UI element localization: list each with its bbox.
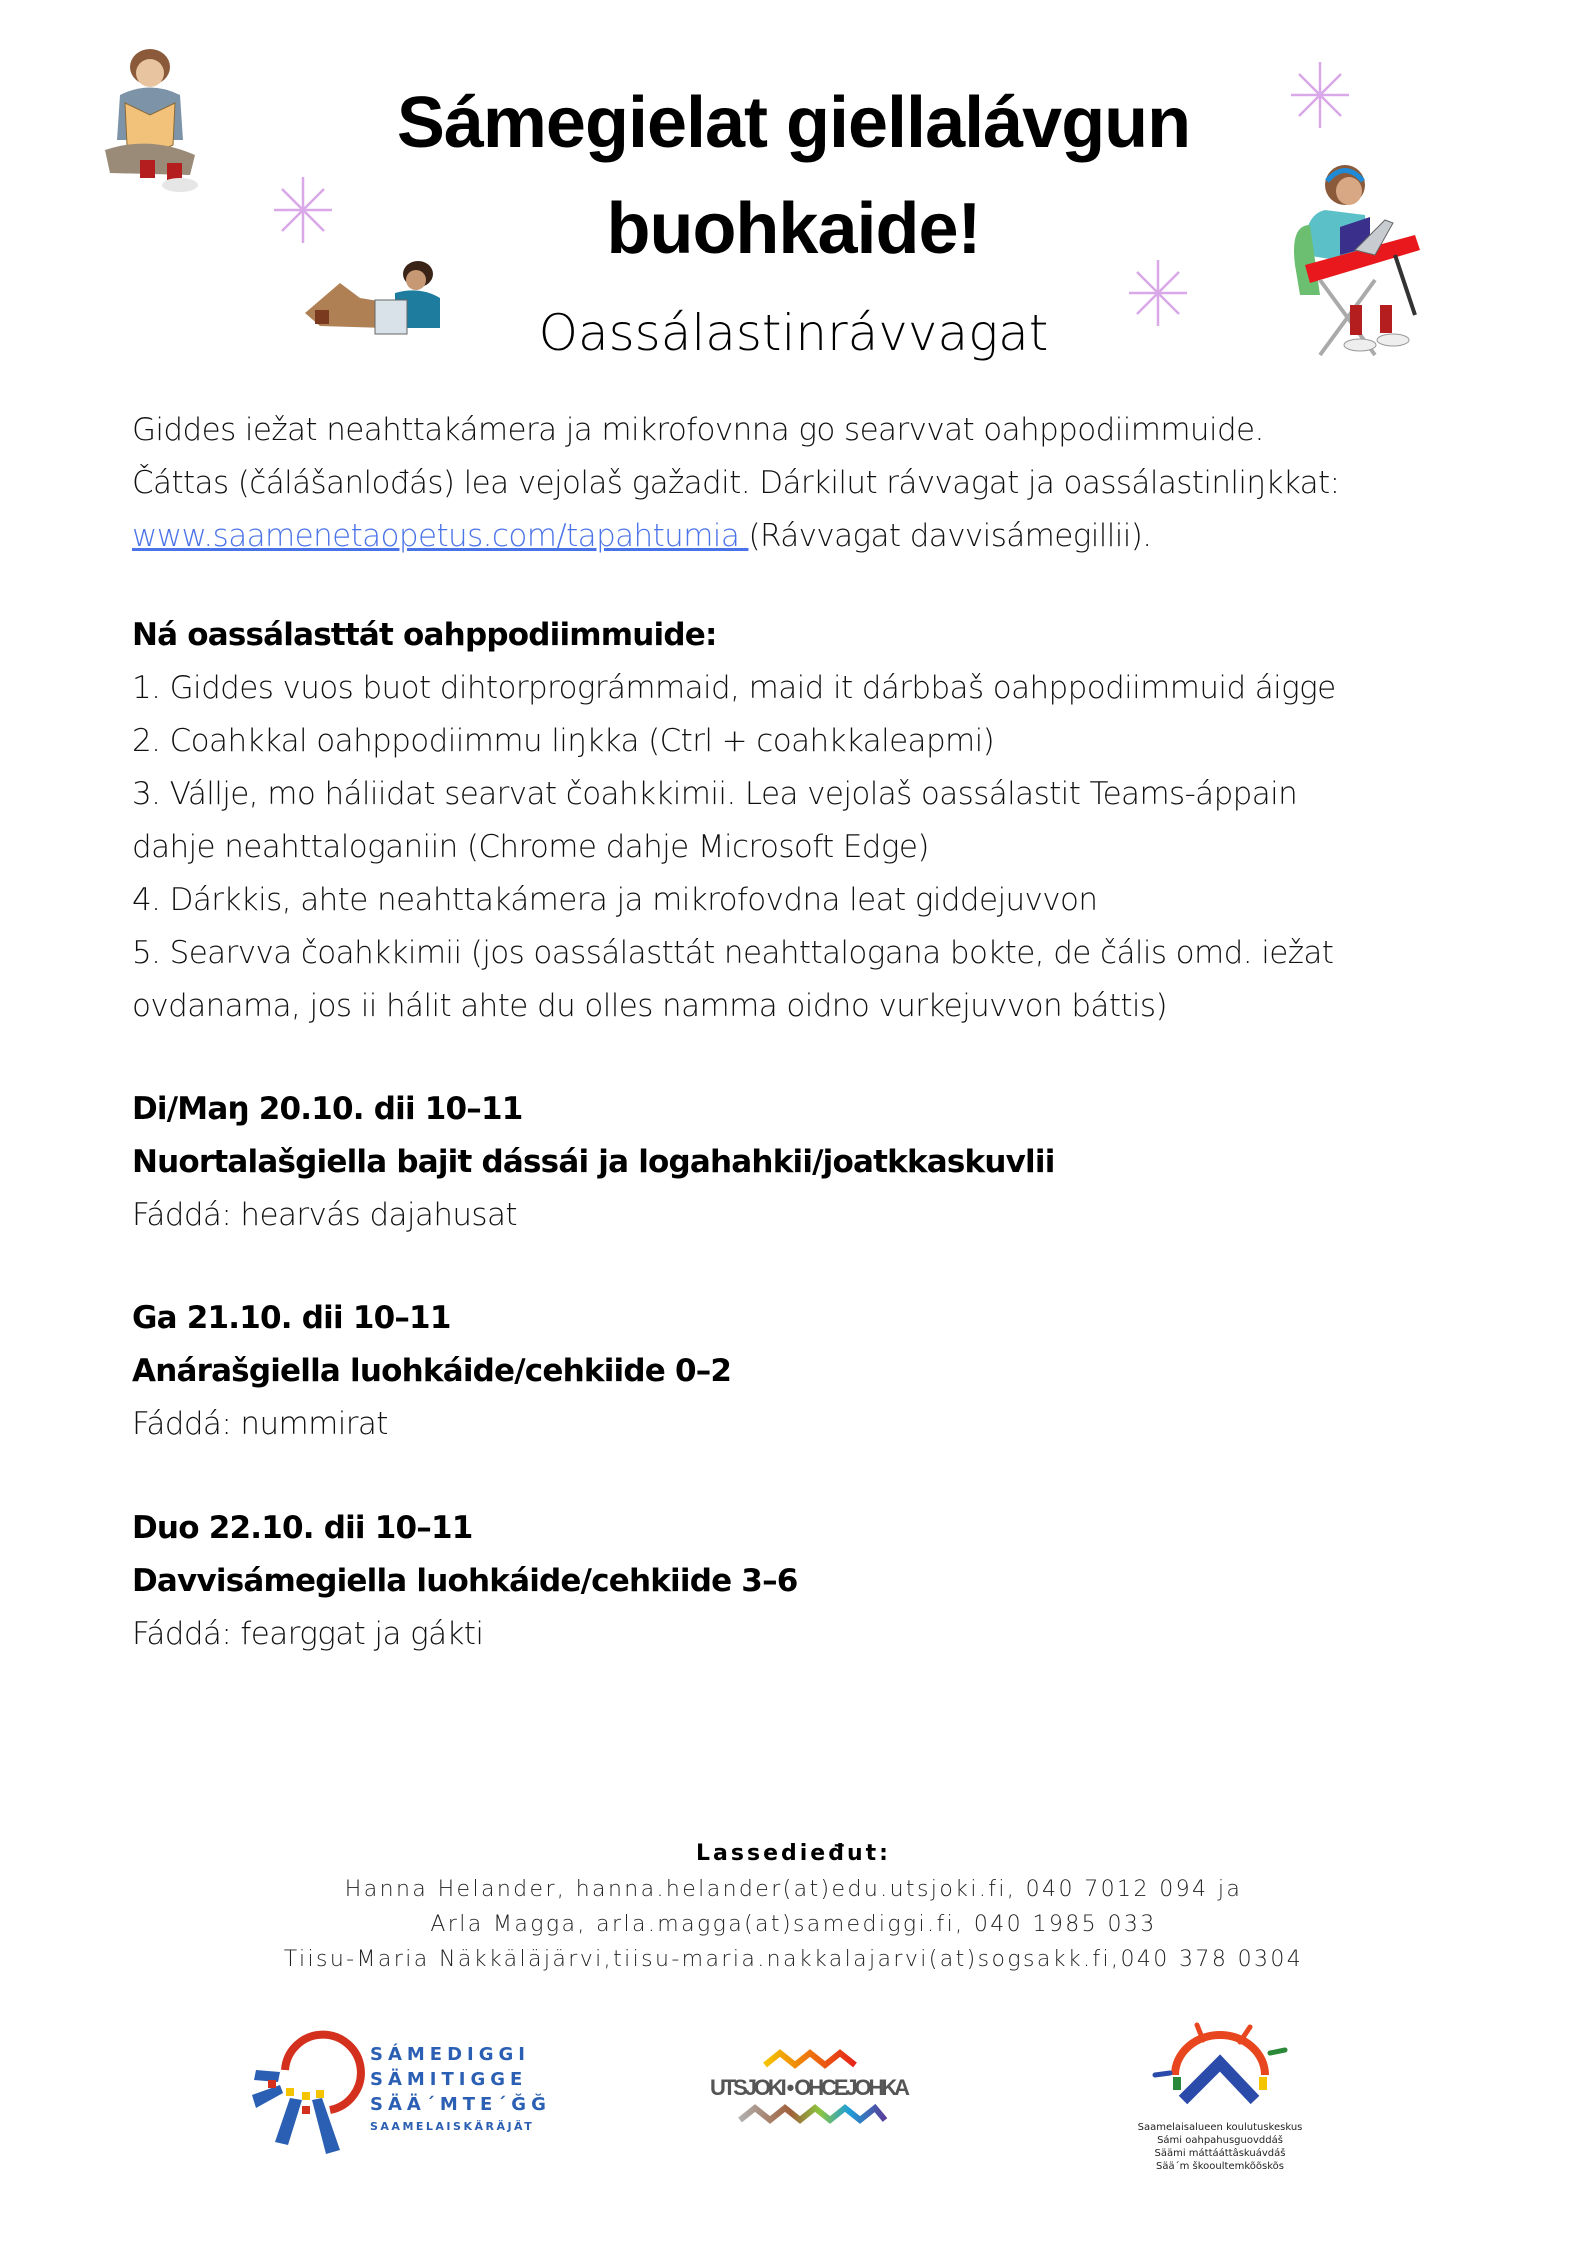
instruction-line: 1. Giddes vuos buot dihtorprográmmaid, maid it dárbbaš oahppodiimmuid áigge <box>132 670 1336 706</box>
session-topic: Fáddá: fearggat ja gákti <box>132 1616 484 1652</box>
intro-paragraph <box>132 404 1512 563</box>
session-title: Anárašgiella luohkáide/cehkiide 0–2 <box>132 1353 732 1389</box>
intro-line-3 <box>132 510 1512 563</box>
session-date: Duo 22.10. dii 10–11 <box>132 1510 473 1546</box>
contact-heading: Lassedieđut: <box>696 1841 891 1866</box>
samediggi-logo-text: SÁMEDIGGI <box>370 2044 530 2065</box>
instruction-line: dahje neahttaloganiin (Chrome dahje Microsoft Edge) <box>132 829 929 865</box>
samediggi-logo-text: SAAMELAISKÄRÄJÄT <box>370 2120 535 2133</box>
contact-row: Tiisu-Maria Näkkäläjärvi,tiisu-maria.nakkalajarvi(at)sogsakk.fi,040 378 0304 <box>283 1947 1304 1972</box>
instructions-section <box>132 609 1512 1033</box>
page-title-line-1: Sámegielat giellalávgun <box>396 83 1191 163</box>
page-title-line-2: buohkaide! <box>606 189 981 269</box>
utsjoki-logo-text: UTSJOKI • OHCEJOHKA <box>710 2075 910 2100</box>
page-subtitle: Oassálastinrávvagat <box>538 304 1049 362</box>
session-1 <box>132 1083 1512 1242</box>
samediggi-logo-text: SÄÄ´MTE´ĞĞ <box>370 2094 551 2115</box>
contact-row: Arla Magga, arla.magga(at)samediggi.fi, 040 1985 033 <box>430 1912 1157 1937</box>
instructions-heading: Ná oassálasttát oahppodiimmuide: <box>132 617 717 653</box>
samediggi-logo <box>250 2030 570 2160</box>
session-2 <box>132 1292 1512 1451</box>
instruction-line: 5. Searvva čoahkkimii (jos oassálasttát neahttalogana bokte, de čális omd. iežat <box>132 935 1334 971</box>
session-date: Ga 21.10. dii 10–11 <box>132 1300 451 1336</box>
samediggi-logo-text: SÄMITIGGE <box>370 2069 528 2090</box>
intro-line-3-suffix: (Rávvagat davvisámegillii). <box>748 518 1152 554</box>
session-3 <box>132 1502 1512 1661</box>
instruction-line: 2. Coahkkal oahppodiimmu liŋkka (Ctrl + coahkkaleapmi) <box>132 723 995 759</box>
contact-section <box>0 1836 1587 1977</box>
intro-line-1: Giddes iežat neahttakámera ja mikrofovnna go searvvat oahppodiimmuide. <box>132 412 1264 448</box>
utsjoki-logo <box>700 2045 920 2135</box>
session-title: Nuortalašgiella bajit dássái ja logahahkii/joatkkaskuvlii <box>132 1144 1055 1180</box>
sogsakk-logo <box>1115 2015 1325 2185</box>
session-date: Di/Maŋ 20.10. dii 10–11 <box>132 1091 523 1127</box>
intro-line-2: Čáttas (čálášanlođás) lea vejolaš gažadit. Dárkilut rávvagat ja oassálastinliŋkkat: <box>132 465 1340 501</box>
sogsakk-logo-text: Sámi oahpahusguovddáš <box>1157 2135 1283 2146</box>
contact-row: Hanna Helander, hanna.helander(at)edu.utsjoki.fi, 040 7012 094 ja <box>344 1877 1243 1902</box>
events-link[interactable]: www.saamenetaopetus.com/tapahtumia <box>132 518 749 554</box>
session-topic: Fáddá: hearvás dajahusat <box>132 1197 517 1233</box>
instruction-line: 3. Vállje, mo háliidat searvat čoahkkimii. Lea vejolaš oassálastit Teams-áppain <box>132 776 1298 812</box>
instruction-line: ovdanama, jos ii hálit ahte du olles namma oidno vurkejuvvon báttis) <box>132 988 1167 1024</box>
instruction-line: 4. Dárkkis, ahte neahttakámera ja mikrofovdna leat giddejuvvon <box>132 882 1098 918</box>
sogsakk-logo-text: Sää´m škooultemkõõskõs <box>1156 2161 1284 2172</box>
session-title: Davvisámegiella luohkáide/cehkiide 3–6 <box>132 1563 798 1599</box>
sogsakk-logo-text: Saamelaisalueen koulutuskeskus <box>1137 2122 1303 2133</box>
sogsakk-logo-text: Säämi máttááttâskuávdáš <box>1154 2148 1286 2159</box>
session-topic: Fáddá: nummirat <box>132 1406 388 1442</box>
